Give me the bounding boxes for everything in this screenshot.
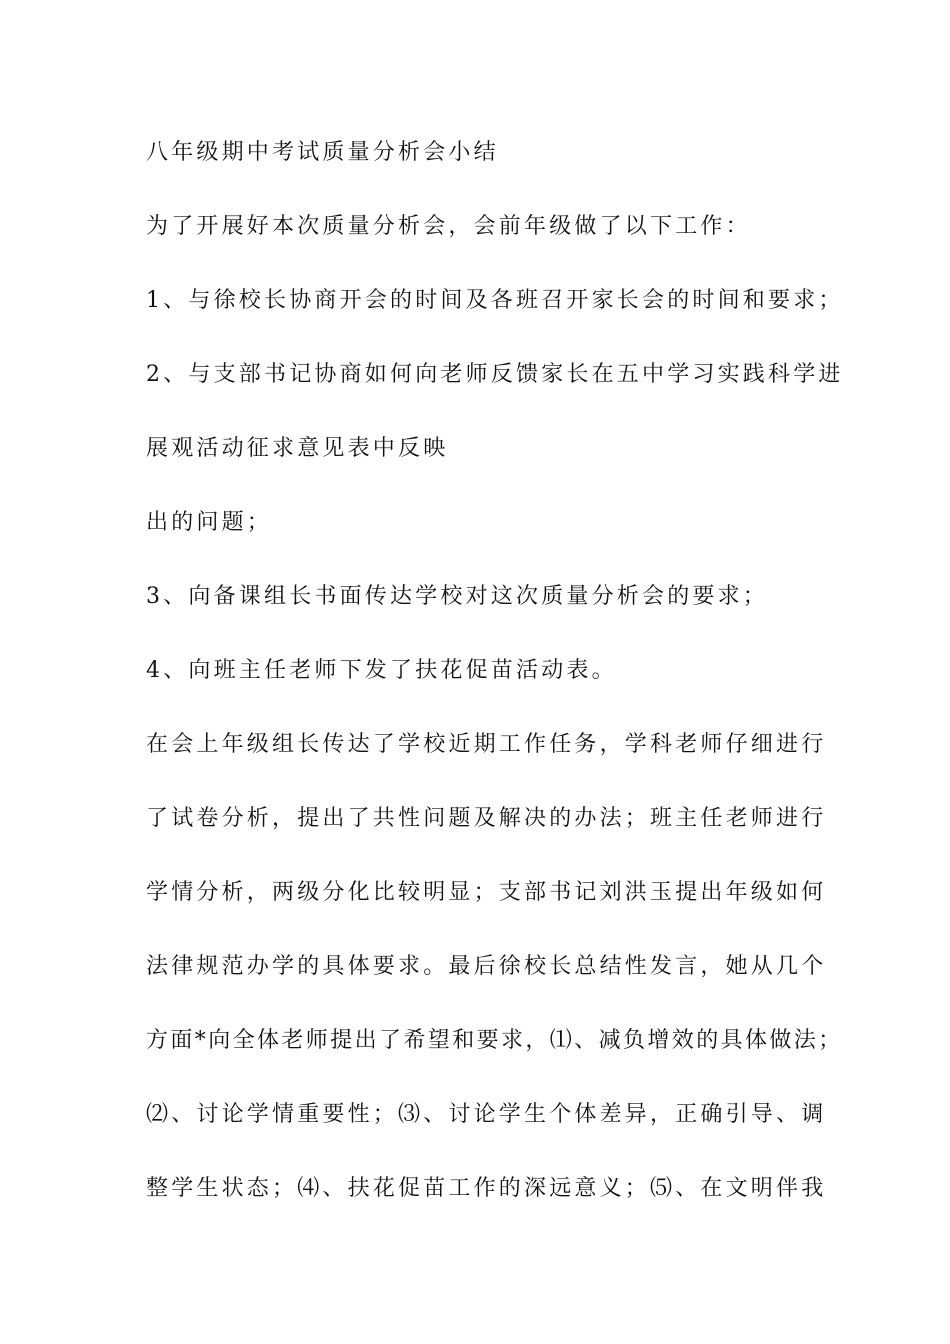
paragraph-line: 1、与徐校长协商开会的时间及各班召开家长会的时间和要求； [146,288,844,313]
paragraph-line: 3、向备课组长书面传达学校对这次质量分析会的要求； [146,584,768,609]
paragraph-line: 整学生状态；⑷、扶花促苗工作的深远意义；⑸、在文明伴我 [146,1176,827,1201]
paragraph-line: 法律规范办学的具体要求。最后徐校长总结性发言，她从几个 [146,954,827,979]
paragraph-line: 展观活动征求意见表中反映 [146,436,449,461]
paragraph-line: 4、向班主任老师下发了扶花促苗活动表。 [146,658,617,683]
paragraph-line: 2、与支部书记协商如何向老师反馈家长在五中学习实践科学进 [146,362,844,387]
paragraph-line: 为了开展好本次质量分析会，会前年级做了以下工作： [146,214,751,239]
paragraph-line: ⑵、讨论学情重要性；⑶、讨论学生个体差异，正确引导、调 [146,1102,827,1127]
paragraph-line: 在会上年级组长传达了学校近期工作任务，学科老师仔细进行 [146,732,827,757]
document-title: 八年级期中考试质量分析会小结 [146,140,499,165]
paragraph-line: 了试卷分析，提出了共性问题及解决的办法；班主任老师进行 [146,806,827,831]
paragraph-line: 学情分析，两级分化比较明显；支部书记刘洪玉提出年级如何 [146,880,827,905]
paragraph-line: 出的问题； [146,510,273,535]
paragraph-line: 方面*向全体老师提出了希望和要求，⑴、减负增效的具体做法； [146,1028,843,1053]
